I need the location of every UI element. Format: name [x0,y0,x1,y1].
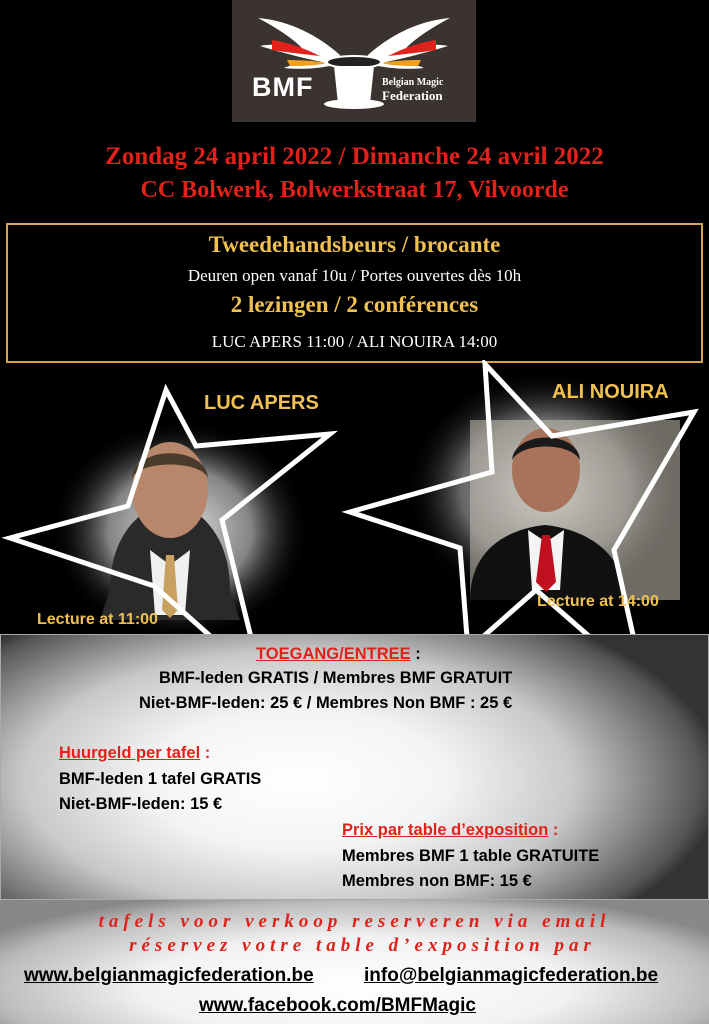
event-date: Zondag 24 april 2022 / Dimanche 24 avril 2022 [105,143,604,170]
table-heading-nl-row [59,744,210,763]
reserve-fr: réservez votre table d’exposition par [129,935,596,956]
event-info-box [6,223,703,363]
entry-heading: TOEGANG/ENTREE [256,645,411,663]
speaker-name-luc: LUC APERS [204,392,319,414]
event-venue: CC Bolwerk, Bolwerkstraat 17, Vilvoorde [140,177,569,203]
entry-heading-row [256,645,421,664]
lecture-time-ali: Lecture at 14:00 [537,593,659,610]
fair-title: Tweedehandsbeurs / brocante [208,232,501,257]
logo-subtitle-line2: Federation [382,87,443,103]
entry-panel [0,634,709,900]
lectures-title: 2 lezingen / 2 conférences [230,292,479,317]
doors-open: Deuren open vanaf 10u / Portes ouvertes dès 10h [187,266,522,285]
reserve-nl: tafels voor verkoop reserveren via email [98,911,611,932]
facebook-link[interactable]: www.facebook.com/BMFMagic [199,995,476,1016]
logo-subtitle [382,78,443,102]
table-nl-members: BMF-leden 1 tafel GRATIS [59,770,262,788]
logo-subtitle-line1: Belgian Magic [382,77,444,88]
table-heading-nl-suffix: : [200,744,211,762]
table-fr-nonmembers: Membres non BMF: 15 € [342,872,532,890]
table-heading-fr-suffix: : [548,821,559,839]
website-link[interactable]: www.belgianmagicfederation.be [24,965,314,986]
table-heading-nl: Huurgeld per tafel [59,744,201,762]
footer [0,900,709,1024]
table-fr-members: Membres BMF 1 table GRATUITE [342,847,600,865]
entry-nonmembers: Niet-BMF-leden: 25 € / Membres Non BMF : 25 € [139,694,513,712]
lectures-schedule: LUC APERS 11:00 / ALI NOUIRA 14:00 [211,332,498,351]
top-hat-wings-icon [232,0,476,122]
bmf-logo [232,0,476,122]
ali-nouira-photo [470,420,680,600]
email-link[interactable]: info@belgianmagicfederation.be [364,965,659,986]
table-nl-nonmembers: Niet-BMF-leden: 15 € [59,795,223,813]
logo-brand-text: BMF [252,72,314,102]
entry-members: BMF-leden GRATIS / Membres BMF GRATUIT [159,669,513,687]
lecture-time-luc: Lecture at 11:00 [37,611,158,628]
table-heading-fr-row [342,821,558,840]
table-heading-fr: Prix par table d’exposition [342,821,549,839]
speaker-name-ali: ALI NOUIRA [552,381,669,403]
entry-heading-suffix: : [410,645,421,663]
